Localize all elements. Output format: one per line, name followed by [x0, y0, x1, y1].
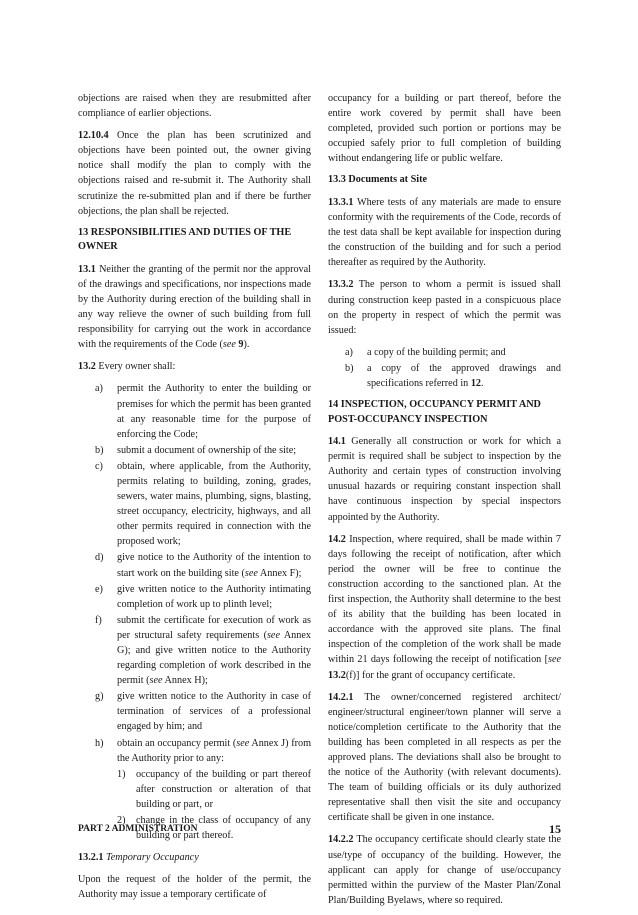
item-text-part: Annex F); — [259, 567, 302, 579]
item-label: f) — [95, 614, 102, 626]
clause-14-2 — [328, 532, 561, 683]
page-number: 15 — [549, 822, 561, 836]
clause-13-3-2 — [328, 277, 561, 337]
item-label: g) — [95, 691, 104, 703]
footer-part-label: PART 2 ADMINISTRATION — [78, 824, 198, 834]
section-heading-13-3: 13.3 Documents at Site — [328, 174, 428, 186]
item-label: b) — [345, 362, 354, 374]
clause-13-3-1 — [328, 195, 561, 270]
clause-13-2-1 — [78, 850, 311, 865]
clause-number: 13.3.2 — [328, 279, 354, 291]
clause-number: 14.2 — [328, 533, 346, 545]
item-label: d) — [95, 552, 104, 564]
item-label: 2) — [117, 815, 126, 827]
clause-number: 14.2.1 — [328, 691, 354, 703]
paragraph — [328, 91, 561, 166]
clause-13-2 — [78, 359, 311, 374]
list-item — [78, 550, 311, 580]
list-item — [78, 459, 311, 550]
item-label: 1) — [117, 768, 126, 780]
see-text: see — [547, 654, 561, 666]
item-label: h) — [95, 737, 104, 749]
reference: 9 — [238, 339, 244, 351]
see-text: see — [222, 339, 236, 351]
reference: 12 — [470, 378, 481, 389]
see-text: see — [244, 567, 258, 579]
item-text: give written notice to the Authority in case of termination of services of a professional engaged by him; and — [117, 691, 311, 733]
owner-duties-list — [78, 381, 311, 843]
section-heading-14: 14 INSPECTION, OCCUPANCY PERMIT AND POST-OCCUPANCY INSPECTION — [328, 399, 541, 425]
clause-text: Inspection, where required, shall be made within 7 days following the receipt of notification, after which period the owner will be free to continue the construction according to the sanctioned plan. At the first inspection, the Authority shall determine to the best of its ability that the building has been located in accordance with the approved site plans. The final inspection of the completion of the work shall be made within 21 days following the receipt of notification [ — [328, 533, 562, 666]
clause-number: 14.1 — [328, 436, 346, 448]
item-text-part: obtain an occupancy permit ( — [117, 737, 237, 749]
item-text-part: give notice to the Authority of the intention to start work on the building site ( — [117, 552, 311, 579]
clause-12-10-4 — [78, 128, 311, 219]
item-text: a copy of the building permit; and — [367, 346, 506, 358]
item-label: c) — [95, 460, 103, 472]
clause-text: The occupancy certificate should clearly state the use/type of occupancy of the building. However, the applicant can apply for change of use/occupancy permitted within the purview of the Master Plan/Zonal Plan/Building Byelaws, where so required. — [328, 834, 561, 906]
list-item — [78, 613, 311, 688]
paragraph-text: objections are raised when they are resubmitted after compliance of earlier objections. — [78, 93, 311, 120]
see-text: see — [266, 629, 280, 641]
paragraph-text: occupancy for a building or part thereof, before the entire work covered by permit shall have been completed, provided such portion or portions may be occupied safely prior to full completion of building without endangering life or public welfare. — [328, 93, 561, 165]
clause-number: 12.10.4 — [78, 130, 109, 142]
paragraph-text: Upon the request of the holder of the permit, the Authority may issue a temporary certificate of — [78, 874, 311, 901]
clause-13-1 — [78, 262, 311, 353]
item-text: change in the class of occupancy of any building or part thereof. — [136, 815, 311, 842]
clause-number: 14.2.2 — [328, 834, 354, 846]
item-text — [117, 550, 311, 580]
see-text: see — [149, 675, 163, 687]
clause-title: Temporary Occupancy — [106, 852, 199, 864]
sub-list-item — [117, 767, 311, 812]
item-text-part: a copy of the approved drawings and specifications referred in — [367, 362, 561, 389]
item-text: submit a document of ownership of the site; — [117, 444, 297, 456]
item-text: permit the Authority to enter the building or premises for which the permit has been granted at any reasonable time for the purpose of enforcing the Code; — [117, 383, 311, 440]
right-column — [328, 91, 561, 915]
item-label: a) — [95, 383, 103, 395]
paragraph — [78, 872, 311, 902]
reference: 13.2 — [328, 669, 346, 681]
page-footer — [78, 824, 561, 834]
item-text — [117, 613, 311, 688]
list-item — [78, 736, 311, 766]
item-text: occupancy of the building or part thereof after construction or alteration of that building or part, or — [136, 768, 311, 810]
item-text-part: Annex H); — [164, 675, 208, 687]
item-text: obtain, where applicable, from the Authority, permits relating to building, zoning, grades, sewers, water mains, plumbing, signs, blasting, street occupancy, electricity, highways, and all other permits required in connection with the proposed work; — [117, 460, 311, 548]
clause-text-end: (f)] for the grant of occupancy certificate. — [345, 669, 516, 681]
item-text — [367, 361, 561, 391]
list-item — [78, 381, 311, 441]
clause-text: Neither the granting of the permit nor the approval of the drawings and specifications, nor inspections made by the Authority during erection of the building shall in any way relieve the owner of such building from full responsibility for carrying out the work in accordance with the requirements of the Code ( — [78, 263, 312, 351]
list-item — [328, 361, 561, 391]
item-label: e) — [95, 583, 103, 595]
clause-number: 13.3.1 — [328, 196, 354, 208]
list-item — [78, 443, 311, 458]
clause-text: Every owner shall: — [98, 361, 176, 373]
item-text — [117, 736, 311, 766]
item-label: a) — [345, 346, 353, 358]
section-heading-13: 13 RESPONSIBILITIES AND DUTIES OF THE OWNER — [78, 226, 292, 253]
clause-number: 13.2 — [78, 361, 96, 373]
item-text-part: Annex J) from the Authority prior to any: — [117, 737, 311, 764]
clause-14-2-2 — [328, 832, 561, 907]
clause-text: Where tests of any materials are made to ensure conformity with the requirements of the Code, records of the test data shall be kept available for inspection during the construction of the building and for such a period thereafter as required by the Authority. — [328, 196, 561, 269]
clause-14-2-1 — [328, 690, 561, 826]
see-text: see — [236, 737, 250, 749]
list-item — [78, 582, 311, 612]
clause-14-1 — [328, 434, 561, 525]
clause-text-end: ). — [243, 339, 250, 351]
clause-text: Once the plan has been scrutinized and objections have been pointed out, the owner giving notice shall modify the plan to comply with the objections raised and re-submit it. The Authority shall scrutinize the re-submitted plan and if there be further objections, the plan shall be rejected. — [78, 130, 311, 217]
clause-text: The owner/concerned registered architect/ engineer/structural engineer/town planner will serve a notice/completion certificate to the Authority that the building has been completed in all respects as per the approved plans. The deviations shall also be brought to the notice of the Authority (with relevant documents). The team of building officials or its duly authorized representative shall then visit the site and occupancy certificate shall be given in one instance. — [328, 691, 561, 824]
item-text-part: . — [481, 378, 484, 389]
clause-text: Generally all construction or work for which a permit is required shall be subject to inspection by the Authority and certain types of construction involving unusual hazards or requiring constant inspection shall have continuous inspection by special inspectors appointed by the Authority. — [328, 436, 561, 523]
left-column — [78, 91, 311, 910]
paragraph — [78, 91, 311, 121]
item-text-part: submit the certificate for execution of work as per structural safety requirements ( — [117, 614, 311, 641]
item-label: b) — [95, 444, 104, 456]
item-text-part: Annex G); and give written notice to the Authority regarding completion of work described in the permit ( — [117, 629, 311, 687]
documents-list — [328, 345, 561, 391]
clause-number: 13.1 — [78, 263, 96, 275]
list-item — [328, 345, 561, 360]
item-text: give written notice to the Authority intimating completion of work up to plinth level; — [117, 583, 311, 610]
clause-number: 13.2.1 — [78, 852, 104, 864]
list-item — [78, 689, 311, 734]
clause-text: The person to whom a permit is issued shall during construction keep pasted in a conspicuous place on the property in respect of which the permit was issued: — [328, 279, 561, 336]
